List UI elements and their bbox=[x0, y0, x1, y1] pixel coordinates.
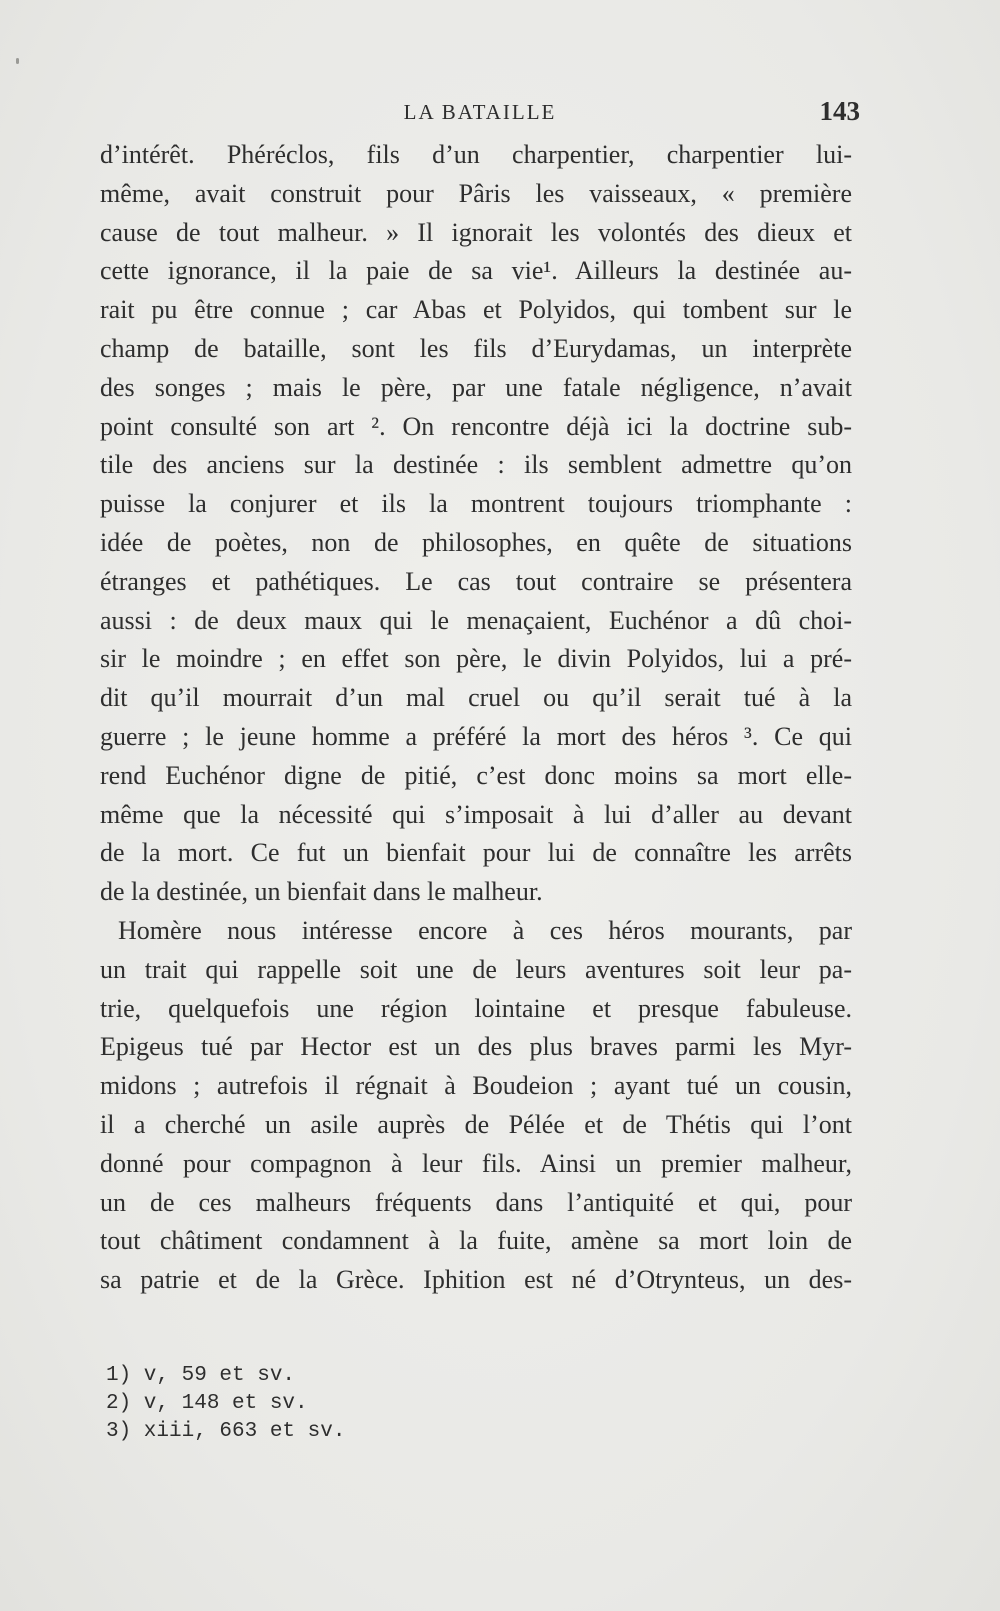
ink-speck bbox=[16, 58, 19, 64]
text-line: cause de tout malheur. » Il ignorait les volontés des dieux et bbox=[100, 217, 852, 247]
text-line: un de ces malheurs fréquents dans l’antiquité et qui, pour bbox=[100, 1187, 852, 1217]
text-line: étranges et pathétiques. Le cas tout contraire se présentera bbox=[100, 566, 852, 596]
text-line: donné pour compagnon à leur fils. Ainsi un premier malheur, bbox=[100, 1148, 852, 1178]
body-text bbox=[100, 136, 852, 1300]
text-line: sa patrie et de la Grèce. Iphition est né d’Otrynteus, un des- bbox=[100, 1265, 852, 1295]
text-line: idée de poètes, non de philosophes, en quête de situations bbox=[100, 527, 852, 557]
text-line: point consulté son art ². On rencontre déjà ici la doctrine sub- bbox=[100, 411, 852, 441]
text-line: midons ; autrefois il régnait à Boudeion ; ayant tué un cousin, bbox=[100, 1071, 852, 1101]
text-line: des songes ; mais le père, par une fatale négligence, n’avait bbox=[100, 372, 852, 402]
text-line: même, avait construit pour Pâris les vaisseaux, « première bbox=[100, 178, 852, 208]
text-line: même que la nécessité qui s’imposait à lui d’aller au devant bbox=[100, 799, 852, 829]
paragraph-end-line: de la destinée, un bienfait dans le malheur. bbox=[100, 877, 543, 907]
running-header bbox=[100, 96, 860, 130]
text-line: champ de bataille, sont les fils d’Eurydamas, un interprète bbox=[100, 333, 852, 363]
running-title: LA BATAILLE bbox=[403, 100, 557, 124]
text-line: guerre ; le jeune homme a préféré la mort des héros ³. Ce qui bbox=[100, 721, 852, 751]
footnote: 1) v, 59 et sv. bbox=[106, 1364, 296, 1387]
footnote: 2) v, 148 et sv. bbox=[106, 1392, 308, 1415]
text-line: tout châtiment condamnent à la fuite, amène sa mort loin de bbox=[100, 1226, 852, 1256]
text-line: puisse la conjurer et ils la montrent toujours triomphante : bbox=[100, 489, 852, 519]
footnotes bbox=[106, 1362, 506, 1446]
text-line: de la mort. Ce fut un bienfait pour lui de connaître les arrêts bbox=[100, 838, 852, 868]
text-line: trie, quelquefois une région lointaine et presque fabuleuse. bbox=[100, 993, 852, 1023]
paragraph-start-line: Homère nous intéresse encore à ces héros mourants, par bbox=[118, 915, 852, 945]
text-line: sir le moindre ; en effet son père, le divin Polyidos, lui a pré- bbox=[100, 644, 852, 674]
text-line: il a cherché un asile auprès de Pélée et de Thétis qui l’ont bbox=[100, 1109, 852, 1139]
text-line: cette ignorance, il la paie de sa vie¹. Ailleurs la destinée au- bbox=[100, 256, 852, 286]
text-line: un trait qui rappelle soit une de leurs aventures soit leur pa- bbox=[100, 954, 852, 984]
text-line: tile des anciens sur la destinée : ils semblent admettre qu’on bbox=[100, 450, 852, 480]
page-number: 143 bbox=[819, 96, 860, 126]
text-line: aussi : de deux maux qui le menaçaient, Euchénor a dû choi- bbox=[100, 605, 852, 635]
text-line: d’intérêt. Phéréclos, fils d’un charpentier, charpentier lui- bbox=[100, 140, 852, 169]
footnote: 3) xiii, 663 et sv. bbox=[106, 1420, 346, 1443]
text-line: rait pu être connue ; car Abas et Polyidos, qui tombent sur le bbox=[100, 295, 852, 325]
text-line: dit qu’il mourrait d’un mal cruel ou qu’il serait tué à la bbox=[100, 683, 852, 713]
text-line: Epigeus tué par Hector est un des plus braves parmi les Myr- bbox=[100, 1032, 852, 1062]
text-line: rend Euchénor digne de pitié, c’est donc moins sa mort elle- bbox=[100, 760, 852, 790]
